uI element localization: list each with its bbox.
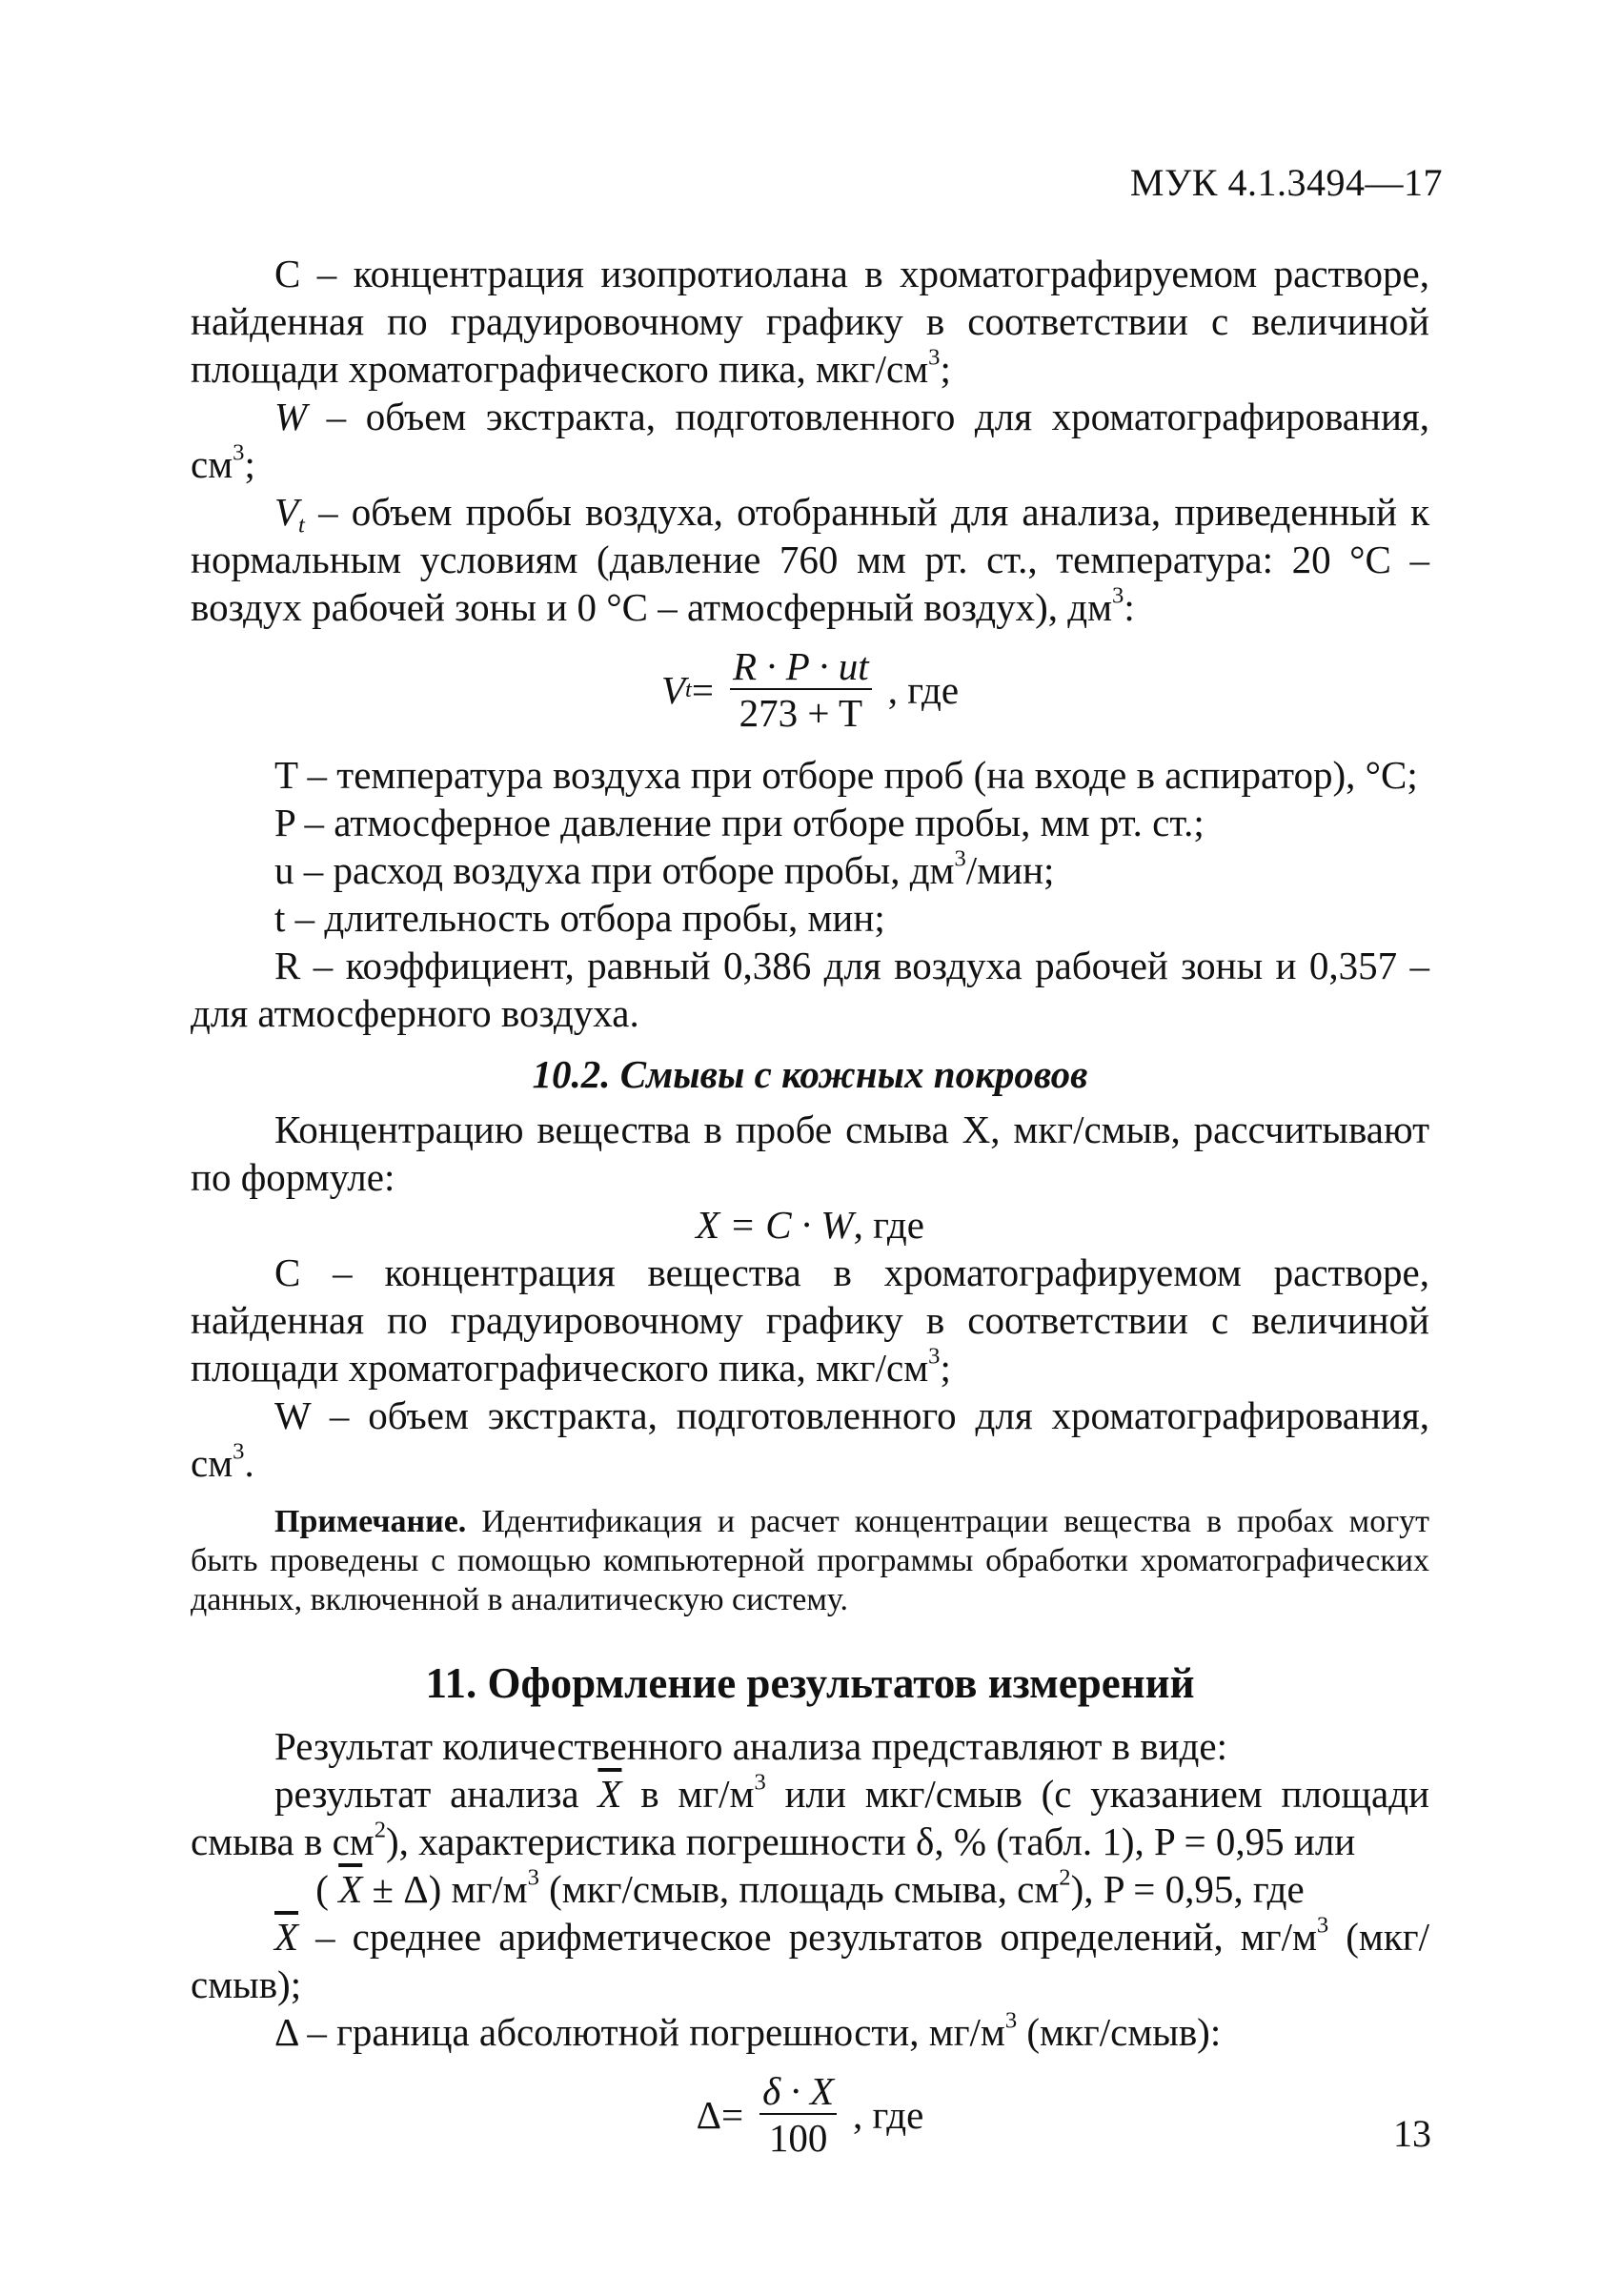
definition-R: R – коэффициент, равный 0,386 для воздуха рабочей зоны и 0,357 – для атмосферного воздуха. bbox=[191, 944, 1429, 1035]
s11-p3-sup1: 3 bbox=[527, 1864, 539, 1891]
s102-def-C-text: С – концентрация вещества в хроматографируемом растворе, найденная по градуировочному графику в соответствии с величиной площади хроматографического пика, мкг/см bbox=[191, 1250, 1429, 1390]
s11-p5-sup: 3 bbox=[1004, 2007, 1018, 2034]
formula-Vt-fraction bbox=[723, 644, 879, 736]
formula-X-expression: X = C · W bbox=[696, 1203, 854, 1247]
formula-Vt-eq: = bbox=[691, 668, 714, 712]
s11-p3-b: ± Δ) мг/м bbox=[362, 1867, 528, 1911]
formula-Vt-denominator: 273 + T bbox=[730, 688, 872, 736]
document-code-header: МУК 4.1.3494—17 bbox=[1129, 161, 1443, 204]
s102-def-C-end: ; bbox=[940, 1346, 951, 1390]
section-11-p5 bbox=[191, 2008, 1429, 2056]
def-C-sup: 3 bbox=[928, 344, 941, 371]
def-W-text: – объем экстракта, подготовленного для хроматографирования, см bbox=[191, 395, 1429, 486]
def-Vt-end: : bbox=[1124, 585, 1135, 629]
def-W-sup: 3 bbox=[233, 439, 245, 466]
definition-u bbox=[191, 846, 1429, 894]
formula-delta-fraction bbox=[753, 2069, 843, 2161]
def-u-pre: u – расход воздуха при отборе пробы, дм bbox=[274, 848, 955, 892]
def-W-symbol: W bbox=[274, 395, 308, 438]
page-body bbox=[191, 250, 1429, 2176]
s11-p3-c: (мкг/смыв, площадь смыва, см bbox=[538, 1867, 1060, 1911]
s102-def-W-sup: 3 bbox=[233, 1438, 245, 1465]
s11-p4-xbar: $\overline{X}$ bbox=[274, 1915, 299, 1959]
section-10-2-intro: Концентрацию вещества в пробе смыва Х, мкг/смыв, рассчитывают по формуле: bbox=[191, 1107, 1429, 1199]
section-11-p4 bbox=[191, 1913, 1429, 2008]
section-10-2-def-W bbox=[191, 1392, 1429, 1487]
section-11-p1: Результат количественного анализа представляют в виде: bbox=[274, 1724, 1227, 1768]
def-Vt-text: – объем пробы воздуха, отобранный для анализа, приведенный к нормальным условиям (давление 760 мм рт. ст., температура: 20 °С – воздух рабочей зоны и 0 °С – атмосферный воздух), дм bbox=[191, 490, 1429, 629]
def-Vt-sup: 3 bbox=[1112, 582, 1124, 609]
section-11-p2 bbox=[191, 1770, 1429, 1865]
s11-p5-b: (мкг/смыв): bbox=[1017, 2010, 1222, 2054]
s11-p4-b: (мкг/смыв); bbox=[191, 1915, 1429, 2006]
page-number: 13 bbox=[1393, 2112, 1431, 2155]
note-paragraph bbox=[191, 1502, 1429, 1619]
s102-def-W-text: W – объем экстракта, подготовленного для хроматографирования, см bbox=[191, 1393, 1429, 1485]
s11-p2-a: результат анализа bbox=[274, 1772, 598, 1816]
s11-p2-sup2: 2 bbox=[374, 1817, 387, 1843]
s11-p2-xbar: $\overline{X}$ bbox=[597, 1772, 622, 1816]
def-C-text: – концентрация изопротиолана в хроматографируемом растворе, найденная по градуировочному графику в соответствии с величиной площади хроматографического пика, мкг/см bbox=[191, 252, 1429, 391]
s11-p2-b: в мг/м bbox=[621, 1772, 755, 1816]
s11-p3-xbar: $\overline{X}$ bbox=[338, 1867, 363, 1911]
s11-p3-a: ( bbox=[315, 1867, 339, 1911]
formula-delta-tail: , где bbox=[853, 2093, 924, 2137]
section-10-2-def-C bbox=[191, 1249, 1429, 1392]
formula-delta-lhs: Δ bbox=[696, 2093, 722, 2137]
s102-def-C-sup: 3 bbox=[928, 1343, 941, 1370]
def-Vt-sub: t bbox=[298, 512, 305, 538]
definition-P: P – атмосферное давление при отборе пробы, мм рт. ст.; bbox=[274, 801, 1205, 844]
def-u-post: /мин; bbox=[965, 848, 1055, 892]
formula-Vt-lhs: V bbox=[660, 668, 685, 712]
formula-delta-denominator: 100 bbox=[759, 2113, 838, 2161]
formula-Vt-tail: , где bbox=[887, 668, 960, 712]
formula-Vt-numerator: R · P · ut bbox=[732, 644, 869, 688]
def-C-symbol: С bbox=[274, 252, 301, 295]
s11-p2-c: или мкг/смыв (с указанием площади смыва в см bbox=[191, 1772, 1429, 1863]
s11-p3-sup2: 2 bbox=[1059, 1864, 1071, 1891]
definition-W bbox=[191, 393, 1429, 488]
formula-delta-numerator: δ · X bbox=[762, 2069, 834, 2113]
definition-T: T – температура воздуха при отборе проб (на входе в аспиратор), °С; bbox=[274, 753, 1418, 797]
formula-Vt: V t = $\frac{R \cdot P \cdot ut}{273 + T}$ , где bbox=[660, 644, 960, 735]
def-Vt-symbol: V bbox=[274, 490, 299, 534]
formula-X bbox=[191, 1201, 1429, 1249]
def-u-sup: 3 bbox=[954, 845, 966, 872]
section-11-p3 bbox=[191, 1865, 1429, 1913]
s11-p4-a: – среднее арифметическое результатов определений, мг/м bbox=[298, 1915, 1317, 1959]
section-10-2-title: 10.2. Смывы с кожных покровов bbox=[532, 1052, 1088, 1096]
formula-X-tail: , где bbox=[853, 1203, 924, 1247]
formula-delta-eq: = bbox=[721, 2093, 744, 2137]
definition-Vt bbox=[191, 488, 1429, 631]
s11-p4-sup: 3 bbox=[1316, 1912, 1329, 1939]
s11-p2-d: ), характеристика погрешности δ, % (табл. 1), P = 0,95 или bbox=[386, 1819, 1356, 1863]
s11-p2-sup1: 3 bbox=[754, 1769, 766, 1796]
def-C-end: ; bbox=[940, 347, 951, 391]
formula-delta bbox=[191, 2069, 1429, 2161]
def-W-end: ; bbox=[244, 442, 255, 486]
note-text: Идентификация и расчет концентрации вещества в пробах могут быть проведены с помощью компьютерной программы обработки хроматографических данных, включенной в аналитическую систему. bbox=[191, 1504, 1429, 1617]
s11-p5-a: Δ – граница абсолютной погрешности, мг/м bbox=[274, 2010, 1005, 2054]
definition-t: t – длительность отбора пробы, мин; bbox=[274, 896, 885, 940]
s102-def-W-end: . bbox=[244, 1441, 254, 1485]
definition-C bbox=[191, 250, 1429, 393]
section-11-title: 11. Оформление результатов измерений bbox=[425, 1659, 1195, 1707]
s11-p3-d: ), P = 0,95, где bbox=[1070, 1867, 1305, 1911]
note-label: Примечание. bbox=[274, 1504, 467, 1539]
